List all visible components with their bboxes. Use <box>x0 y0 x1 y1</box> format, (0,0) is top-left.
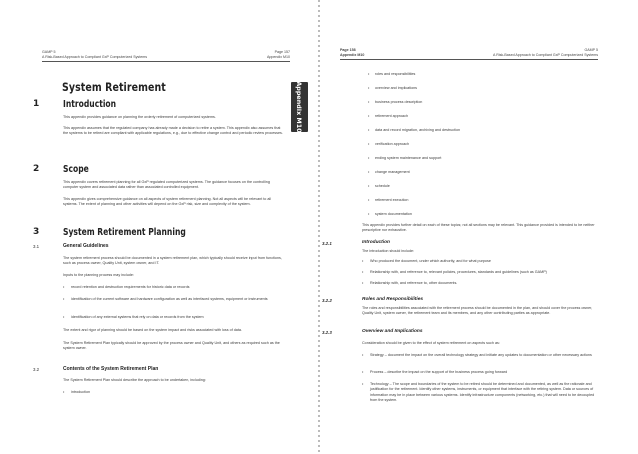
right-appendix-label: Appendix M10 <box>340 52 365 57</box>
right-page-number: Page 158 <box>340 48 356 52</box>
plan-content-bullet: • change management <box>375 170 595 174</box>
section-3-2-3-bullet-3: • Technology – The scope and boundaries of the system to be retired should be determined and documented, as well as the rationale and justification for the retirement. Identify other systems, instruments, or equipment that interface with the retiring system. Data or sources of information may be in place between various systems. Identify infrastructure components (networking, etc.) that will need to be decoupled from the system. <box>370 382 598 403</box>
page-title: System Retirement <box>62 80 166 94</box>
section-3-2-3-bullet-2: • Process – describe the impact on the support of the business process going forward <box>370 370 598 375</box>
plan-content-bullet: • business process description <box>375 100 595 104</box>
plan-content-bullet: • data and record migration, archiving and destruction <box>375 128 595 132</box>
plan-content-bullet: • verification approach <box>375 142 595 146</box>
section-3-2-2-number: 3.2.2 <box>322 298 332 303</box>
section-2-para-2: This appendix gives comprehensive guidance on all aspects of system retirement planning. Not all aspects will be relevant to all systems. The extent of planning and other activities will depend on the GxP risk, size and complexity of the system. <box>63 197 272 207</box>
section-3-1-heading: General Guidelines <box>63 243 109 249</box>
section-1-heading: Introduction <box>63 99 117 110</box>
section-3-2-3-number: 3.2.3 <box>322 330 332 335</box>
section-3-2-3-para-1: Consideration should be given to the effect of system retirement on aspects such as: <box>362 341 500 345</box>
section-3-1-para-1: The system retirement process should be documented in a system retirement plan, which typically should receive input from functions, such as process owner, Quality Unit, system owner, and IT. <box>63 256 282 266</box>
left-header-line2: A Risk-Based Approach to Compliant GxP Computerized Systems <box>42 54 147 59</box>
section-3-2-heading: Contents of the System Retirement Plan <box>63 366 159 372</box>
section-1-number: 1 <box>33 99 40 109</box>
left-page-number: Page 157 <box>274 50 290 54</box>
plan-content-bullet: • schedule <box>375 184 595 188</box>
section-3-2-3-bullet-1: • Strategy – document the impact on the overall technology strategy and initiate any updates to documentation or other necessary actions <box>370 353 598 358</box>
section-3-2-2-para-1: The roles and responsibilities associated with the retirement process should be documented in the plan, and should cover the process owner, Quality Unit, system owner, the retirement team and its members, and any other contributing parties as appropriate. <box>362 306 593 316</box>
plan-content-bullet: • system documentation <box>375 212 595 216</box>
right-page <box>320 0 638 454</box>
section-3-2-2-heading: Roles and Responsibilities <box>362 297 424 302</box>
right-header-rule <box>340 59 598 60</box>
plan-content-bullet: • retirement execution <box>375 198 595 202</box>
section-3-heading: System Retirement Planning <box>63 227 186 238</box>
left-header-rule <box>42 61 290 62</box>
section-1-para-1: This appendix provides guidance on planning the orderly retirement of computerized systems. <box>63 115 216 119</box>
section-3-2-3-heading: Overview and Implications <box>362 329 423 334</box>
left-appendix-label: Appendix M10 <box>267 54 290 59</box>
plan-contents-note: This appendix provides further detail on each of these topics; not all sections may be relevant. This guidance provided is intended to be neither prescriptive nor exhaustive. <box>362 223 595 233</box>
section-3-1-para-2: Inputs to the planning process may include: <box>63 273 134 277</box>
section-3-2-number: 3.2 <box>33 367 40 372</box>
section-3-2-1-heading: Introduction <box>362 240 390 245</box>
section-3-2-1-bullet-1: • Who produced the document, under which authority, and for what purpose <box>370 259 598 264</box>
section-2-para-1: This appendix covers retirement planning for all GxP regulated computerized systems. The guidance focuses on the controlling computer system and associated data rather than associated controlled equipment. <box>63 180 270 190</box>
right-header-pagenum <box>340 48 364 57</box>
section-3-1-bullet-1: • record retention and destruction requirements for historic data or records <box>71 285 283 290</box>
section-3-1-bullet-3: • identification of any external systems that rely on data or records from the system <box>71 315 283 320</box>
section-3-2-1-number: 3.2.1 <box>322 241 332 246</box>
plan-content-bullet: • retirement approach <box>375 114 595 118</box>
right-header-line1: GAMP 5 <box>584 48 598 52</box>
left-header-line1: GAMP 5 <box>42 50 56 54</box>
right-header-line2: A Risk-Based Approach to Compliant GxP Computerized Systems <box>493 52 598 57</box>
left-header-pagenum <box>248 50 290 59</box>
section-3-2-1-bullet-3: • Relationship with, and reference to, other documents. <box>370 281 598 286</box>
section-3-1-para-4: The System Retirement Plan typically should be approved by the process owner and Quality Unit, and others as required such as the system owner. <box>63 341 280 351</box>
plan-content-bullet: • ending system maintenance and support <box>375 156 595 160</box>
right-header-text <box>470 48 598 57</box>
section-1-para-2: This appendix assumes that the regulated company has already made a decision to retire a system. This appendix also assumes that the systems to be retired are compliant with applicable regulations, e.g., due to effective change control and periodic review processes. <box>63 126 283 136</box>
plan-content-bullet: • roles and responsibilities <box>375 72 595 76</box>
appendix-side-tab <box>291 82 308 132</box>
section-2-number: 2 <box>33 164 40 174</box>
section-3-1-number: 3.1 <box>33 244 40 249</box>
appendix-side-tab-label: Appendix M10 <box>295 81 303 133</box>
section-3-2-para-1: The System Retirement Plan should describe the approach to be undertaken, including: <box>63 378 206 382</box>
section-3-2-1-bullet-2: • Relationship with, and reference to, relevant policies, procedures, standards and guidelines (such as GAMP) <box>370 270 598 275</box>
section-3-2-bullet-1: • introduction <box>71 390 283 395</box>
left-page <box>0 0 318 454</box>
left-header-text <box>42 50 147 59</box>
section-3-1-bullet-2: • identification of the current software and hardware configuration as well as interfaced systems, equipment or instruments <box>71 297 283 302</box>
section-3-1-para-3: The extent and rigor of planning should be based on the system impact and risks associated with loss of data. <box>63 328 242 332</box>
section-2-heading: Scope <box>63 164 89 175</box>
plan-content-bullet: • overview and implications <box>375 86 595 90</box>
section-3-2-1-para-1: The introduction should include: <box>362 249 415 253</box>
section-3-number: 3 <box>33 227 40 237</box>
